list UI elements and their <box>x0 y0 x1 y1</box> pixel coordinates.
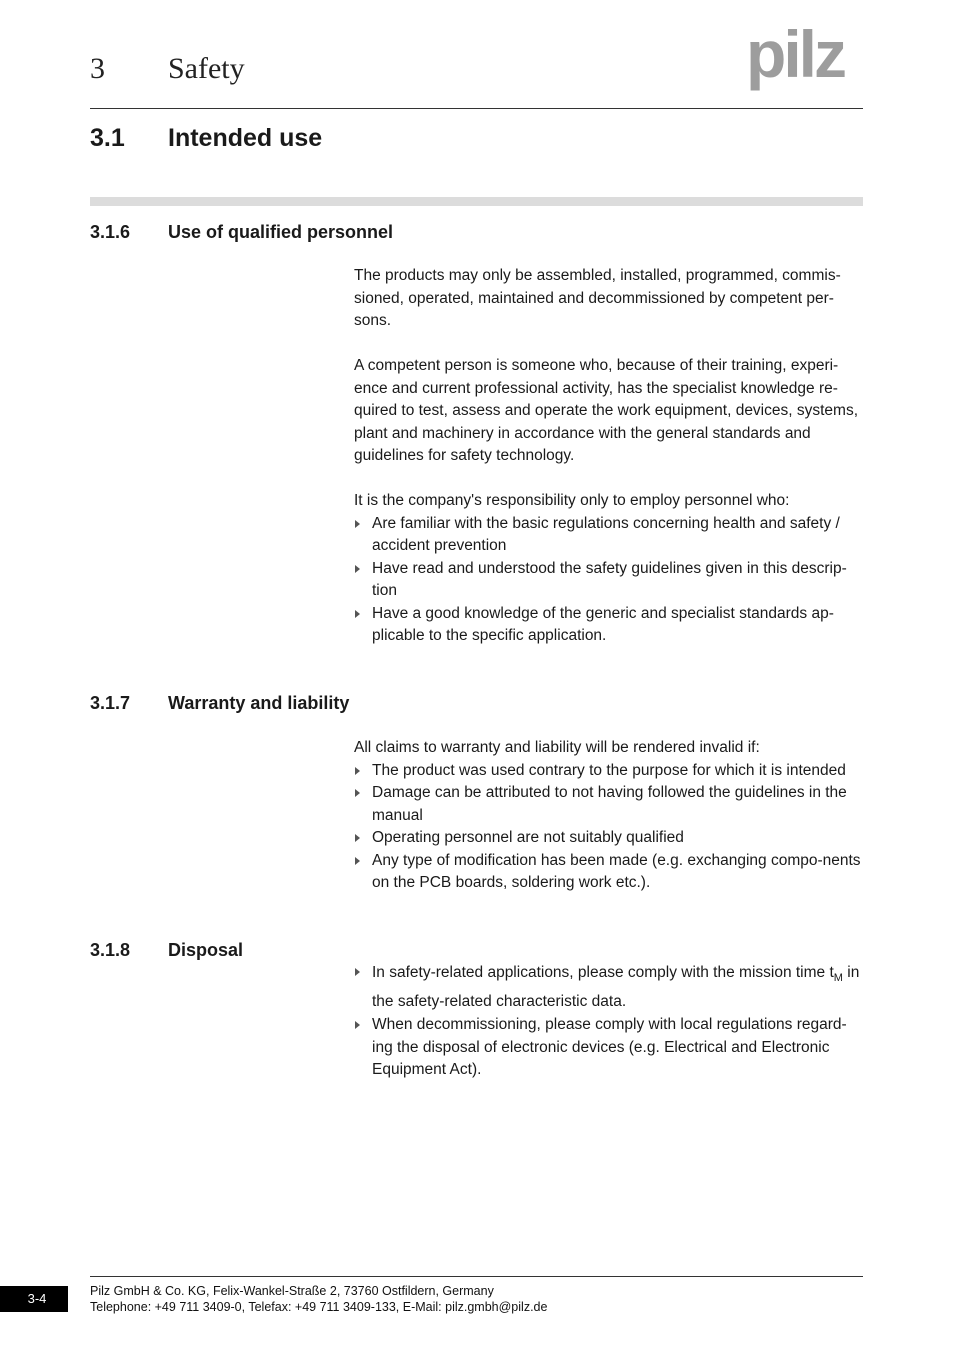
arrow-bullet-icon <box>355 1021 360 1029</box>
arrow-bullet-icon <box>355 789 360 797</box>
list-item: Any type of modification has been made (e.g. exchanging compo-nents on the PCB boards, soldering work etc.). <box>354 850 866 895</box>
arrow-bullet-icon <box>355 565 360 573</box>
list-item: In safety-related applications, please comply with the mission time $t_M$ in the safety-related characteristic data. <box>354 961 866 1014</box>
bullet-list <box>354 513 866 648</box>
paragraph: All claims to warranty and liability will be rendered invalid if: <box>354 739 760 756</box>
subsection-number-3-1-8: 3.1.8 <box>90 940 131 960</box>
footer-line: Telephone: +49 711 3409-0, Telefax: +49 711 3409-133, E-Mail: pilz.gmbh@pilz.de <box>90 1300 548 1314</box>
footer-rule <box>90 1276 863 1277</box>
subsection-title-3-1-6: Use of qualified personnel <box>168 222 394 242</box>
logo-text: pilz <box>746 17 844 91</box>
list-item: Damage can be attributed to not having followed the guidelines in the manual <box>354 782 866 827</box>
page-number: 3-4 <box>0 1286 68 1312</box>
arrow-bullet-icon <box>355 610 360 618</box>
list-item: Have a good knowledge of the generic and specialist standards ap-plicable to the specific application. <box>354 603 866 648</box>
paragraph: The products may only be assembled, installed, programmed, commis-sioned, operated, maintained and decommissioned by competent per-sons. <box>354 267 841 329</box>
bullet-list <box>354 760 866 895</box>
arrow-bullet-icon <box>355 968 360 976</box>
bullet-list <box>354 961 866 1082</box>
header-rule <box>90 108 863 109</box>
section-number: 3.1 <box>90 124 125 152</box>
paragraph: It is the company's responsibility only to employ personnel who: <box>354 492 790 509</box>
list-item: When decommissioning, please comply with local regulations regard-ing the disposal of electronic devices (e.g. Electrical and Electronic Equipment Act). <box>354 1014 866 1082</box>
arrow-bullet-icon <box>355 767 360 775</box>
footer-line: Pilz GmbH & Co. KG, Felix-Wankel-Straße 2, 73760 Ostfildern, Germany <box>90 1284 494 1298</box>
arrow-bullet-icon <box>355 520 360 528</box>
paragraph: A competent person is someone who, because of their training, experi-ence and current professional activity, has the specialist knowledge re-quired to test, assess and operate the work equipment, devices, systems, plant and machinery in accordance with the general standards and guidelines for safety technology. <box>354 357 859 464</box>
subsection-number-3-1-7: 3.1.7 <box>90 693 131 713</box>
subsection-body-3-1-7 <box>354 737 866 895</box>
list-item: Have read and understood the safety guidelines given in this descrip-tion <box>354 558 866 603</box>
subsection-number-3-1-6: 3.1.6 <box>90 222 131 242</box>
section-divider-bar <box>90 197 863 206</box>
arrow-bullet-icon <box>355 834 360 842</box>
list-item: The product was used contrary to the purpose for which it is intended <box>354 760 866 783</box>
footer-address <box>90 1283 547 1315</box>
arrow-bullet-icon <box>355 857 360 865</box>
chapter-title: Safety <box>168 52 245 85</box>
chapter-number: 3 <box>90 52 105 85</box>
list-item: Operating personnel are not suitably qualified <box>354 827 866 850</box>
subsection-body-3-1-6 <box>354 265 866 648</box>
subsection-title-3-1-7: Warranty and liability <box>168 693 350 713</box>
list-item: Are familiar with the basic regulations concerning health and safety / accident prevention <box>354 513 866 558</box>
subsection-title-3-1-8: Disposal <box>168 940 244 960</box>
section-title: Intended use <box>168 124 323 152</box>
subsection-body-3-1-8 <box>354 961 866 1082</box>
pilz-logo <box>746 17 864 94</box>
